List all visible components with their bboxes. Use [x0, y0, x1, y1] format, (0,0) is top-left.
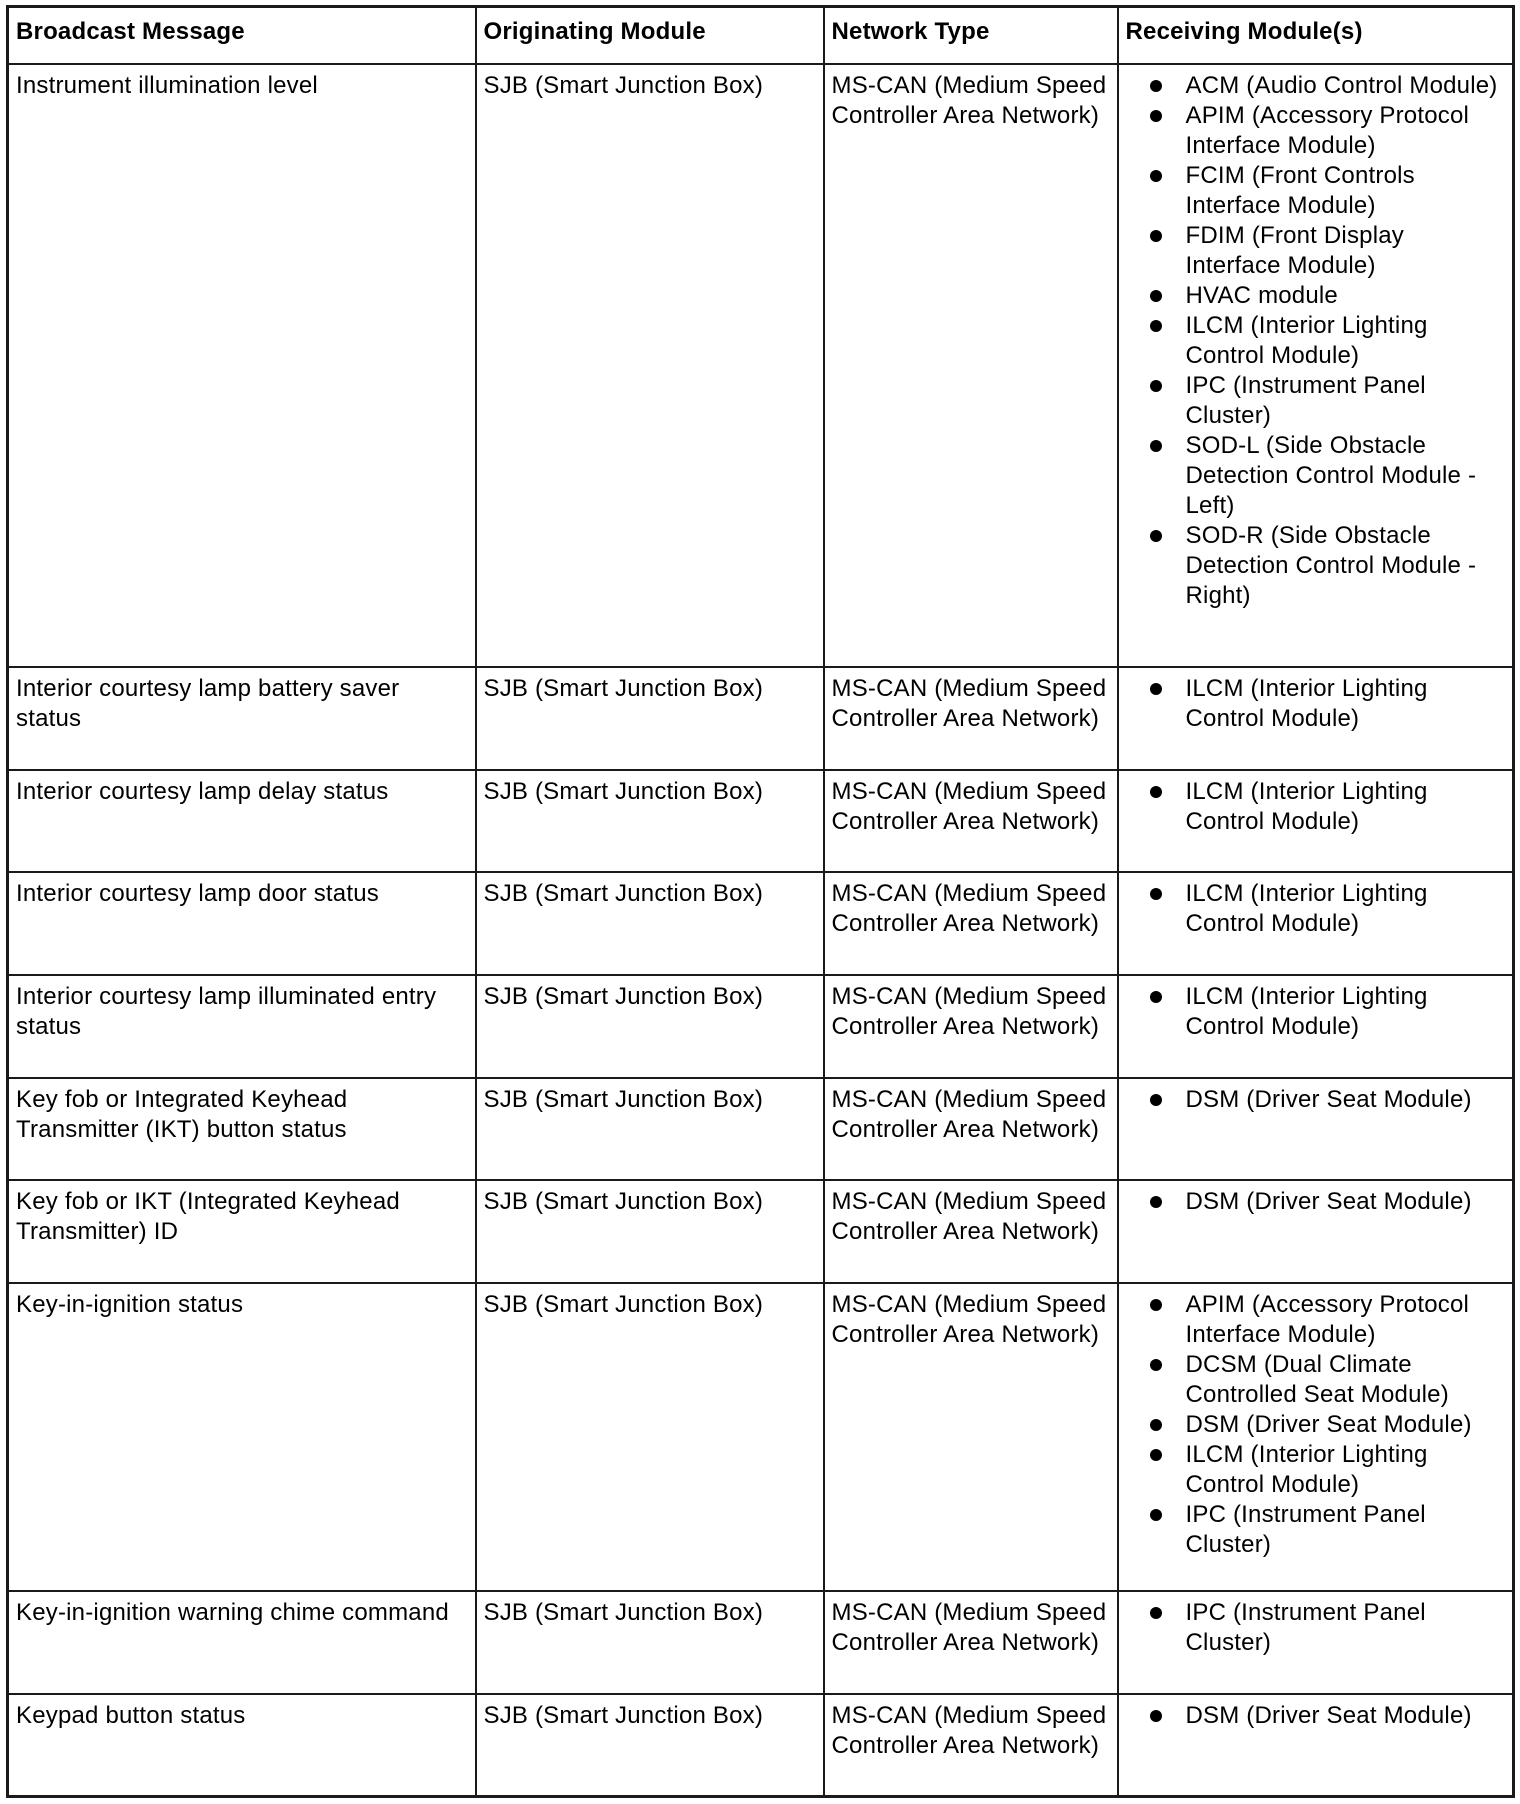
originating-module-cell: SJB (Smart Junction Box): [476, 1283, 824, 1591]
network-type-cell: MS-CAN (Medium Speed Controller Area Network): [824, 1078, 1118, 1181]
network-type-cell: MS-CAN (Medium Speed Controller Area Network): [824, 64, 1118, 667]
list-item: APIM (Accessory Protocol Interface Module): [1146, 101, 1507, 161]
list-item: IPC (Instrument Panel Cluster): [1146, 371, 1507, 431]
list-item: ILCM (Interior Lighting Control Module): [1146, 777, 1507, 837]
list-item: IPC (Instrument Panel Cluster): [1146, 1598, 1507, 1658]
receiving-modules-cell: [1118, 1283, 1514, 1591]
list-item: DSM (Driver Seat Module): [1146, 1701, 1507, 1731]
table-row: [8, 64, 1514, 667]
table-row: [8, 975, 1514, 1078]
broadcast-message-cell: Interior courtesy lamp illuminated entry status: [8, 975, 476, 1078]
originating-module-cell: SJB (Smart Junction Box): [476, 667, 824, 770]
table-row: [8, 1694, 1514, 1797]
network-type-cell: MS-CAN (Medium Speed Controller Area Network): [824, 1591, 1118, 1694]
receiving-modules-list: [1126, 1598, 1507, 1658]
receiving-modules-list: [1126, 879, 1507, 939]
originating-module-cell: SJB (Smart Junction Box): [476, 64, 824, 667]
receiving-modules-cell: [1118, 1591, 1514, 1694]
receiving-modules-list: [1126, 1085, 1507, 1115]
header-network-type: Network Type: [824, 7, 1118, 65]
list-item: ILCM (Interior Lighting Control Module): [1146, 982, 1507, 1042]
broadcast-message-cell: Key fob or IKT (Integrated Keyhead Transmitter) ID: [8, 1180, 476, 1283]
list-item: ILCM (Interior Lighting Control Module): [1146, 1440, 1507, 1500]
network-type-cell: MS-CAN (Medium Speed Controller Area Network): [824, 975, 1118, 1078]
list-item: SOD-L (Side Obstacle Detection Control Module - Left): [1146, 431, 1507, 521]
receiving-modules-cell: [1118, 770, 1514, 873]
header-broadcast-message: Broadcast Message: [8, 7, 476, 65]
broadcast-message-cell: Interior courtesy lamp delay status: [8, 770, 476, 873]
list-item: DCSM (Dual Climate Controlled Seat Module): [1146, 1350, 1507, 1410]
list-item: ILCM (Interior Lighting Control Module): [1146, 311, 1507, 371]
originating-module-cell: SJB (Smart Junction Box): [476, 1078, 824, 1181]
table-row: [8, 667, 1514, 770]
receiving-modules-cell: [1118, 1694, 1514, 1797]
list-item: SOD-R (Side Obstacle Detection Control Module - Right): [1146, 521, 1507, 611]
network-type-cell: MS-CAN (Medium Speed Controller Area Network): [824, 1283, 1118, 1591]
receiving-modules-list: [1126, 1290, 1507, 1560]
list-item: IPC (Instrument Panel Cluster): [1146, 1500, 1507, 1560]
list-item: DSM (Driver Seat Module): [1146, 1187, 1507, 1217]
originating-module-cell: SJB (Smart Junction Box): [476, 872, 824, 975]
originating-module-cell: SJB (Smart Junction Box): [476, 1180, 824, 1283]
table-row: [8, 1180, 1514, 1283]
originating-module-cell: SJB (Smart Junction Box): [476, 1694, 824, 1797]
receiving-modules-list: [1126, 982, 1507, 1042]
receiving-modules-list: [1126, 674, 1507, 734]
originating-module-cell: SJB (Smart Junction Box): [476, 975, 824, 1078]
receiving-modules-cell: [1118, 1180, 1514, 1283]
broadcast-message-cell: Keypad button status: [8, 1694, 476, 1797]
list-item: DSM (Driver Seat Module): [1146, 1410, 1507, 1440]
network-type-cell: MS-CAN (Medium Speed Controller Area Network): [824, 667, 1118, 770]
list-item: HVAC module: [1146, 281, 1507, 311]
network-type-cell: MS-CAN (Medium Speed Controller Area Network): [824, 872, 1118, 975]
table-row: [8, 770, 1514, 873]
broadcast-message-cell: Key-in-ignition status: [8, 1283, 476, 1591]
header-receiving-modules: Receiving Module(s): [1118, 7, 1514, 65]
network-type-cell: MS-CAN (Medium Speed Controller Area Network): [824, 1694, 1118, 1797]
table-row: [8, 872, 1514, 975]
list-item: APIM (Accessory Protocol Interface Module): [1146, 1290, 1507, 1350]
receiving-modules-list: [1126, 71, 1507, 611]
table-body: [8, 64, 1514, 1797]
broadcast-message-table: [6, 5, 1515, 1798]
table-row: [8, 1283, 1514, 1591]
receiving-modules-list: [1126, 777, 1507, 837]
receiving-modules-cell: [1118, 64, 1514, 667]
list-item: DSM (Driver Seat Module): [1146, 1085, 1507, 1115]
list-item: FCIM (Front Controls Interface Module): [1146, 161, 1507, 221]
receiving-modules-cell: [1118, 667, 1514, 770]
broadcast-message-cell: Instrument illumination level: [8, 64, 476, 667]
broadcast-message-cell: Key-in-ignition warning chime command: [8, 1591, 476, 1694]
broadcast-message-cell: Interior courtesy lamp door status: [8, 872, 476, 975]
receiving-modules-list: [1126, 1187, 1507, 1217]
receiving-modules-cell: [1118, 1078, 1514, 1181]
originating-module-cell: SJB (Smart Junction Box): [476, 1591, 824, 1694]
header-originating-module: Originating Module: [476, 7, 824, 65]
list-item: ILCM (Interior Lighting Control Module): [1146, 879, 1507, 939]
table-row: [8, 1591, 1514, 1694]
receiving-modules-list: [1126, 1701, 1507, 1731]
originating-module-cell: SJB (Smart Junction Box): [476, 770, 824, 873]
list-item: ACM (Audio Control Module): [1146, 71, 1507, 101]
network-type-cell: MS-CAN (Medium Speed Controller Area Network): [824, 770, 1118, 873]
list-item: FDIM (Front Display Interface Module): [1146, 221, 1507, 281]
broadcast-message-cell: Interior courtesy lamp battery saver status: [8, 667, 476, 770]
receiving-modules-cell: [1118, 975, 1514, 1078]
receiving-modules-cell: [1118, 872, 1514, 975]
table-row: [8, 1078, 1514, 1181]
network-type-cell: MS-CAN (Medium Speed Controller Area Network): [824, 1180, 1118, 1283]
table-header: [8, 7, 1514, 65]
broadcast-message-cell: Key fob or Integrated Keyhead Transmitter (IKT) button status: [8, 1078, 476, 1181]
list-item: ILCM (Interior Lighting Control Module): [1146, 674, 1507, 734]
header-row: [8, 7, 1514, 65]
